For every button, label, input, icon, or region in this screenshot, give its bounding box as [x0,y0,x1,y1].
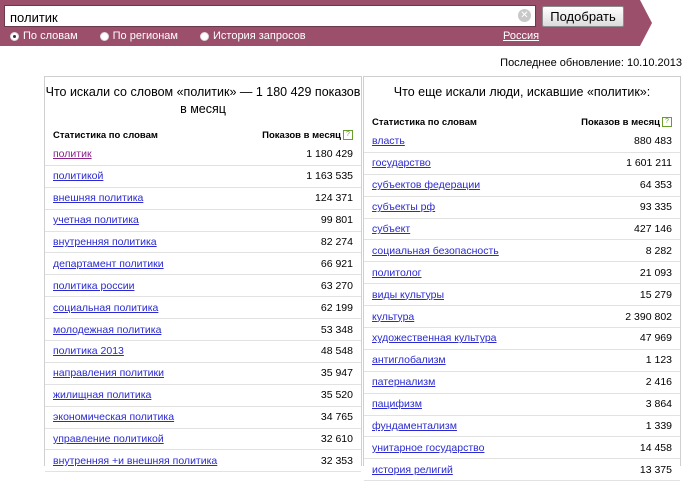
keyword-link[interactable]: экономическая политика [53,411,175,424]
radio-by-words[interactable] [10,30,78,42]
keyword-link[interactable]: виды культуры [372,288,444,301]
left-col-words: Статистика по словам [53,130,158,141]
keyword-link[interactable]: социальная политика [53,301,159,314]
impressions-count: 82 274 [320,236,353,248]
keyword-link[interactable]: жилищная политика [53,389,152,402]
impressions-count: 32 353 [320,454,353,467]
table-row [45,407,361,429]
impressions-count: 2 390 802 [625,310,672,323]
radio-icon [200,32,209,41]
left-col-impressions-wrap [262,130,353,144]
table-row [364,394,680,416]
help-icon[interactable]: ? [662,117,672,127]
left-table [45,144,361,472]
table-row [45,341,361,363]
table-row [364,416,680,438]
impressions-count: 48 548 [320,345,353,358]
last-updated: Последнее обновление: 10.10.2013 [500,57,682,69]
right-table-header [364,117,680,131]
table-row [364,131,680,153]
keyword-link[interactable]: внешняя политика [53,192,144,205]
table-row [45,385,361,407]
clear-icon[interactable]: ✕ [518,9,531,22]
search-box [4,5,536,27]
table-row [45,319,361,341]
keyword-link[interactable]: внутренняя +и внешняя политика [53,454,218,467]
left-panel-title: Что искали со словом «политик» — 1 180 429 показов в месяц [45,85,361,116]
keyword-link[interactable]: политика россии [53,279,135,292]
keyword-link[interactable]: политикой [53,170,104,183]
right-col-words: Статистика по словам [372,117,477,128]
table-row [45,297,361,319]
table-row [364,437,680,459]
impressions-count: 14 458 [639,441,672,454]
keyword-link[interactable]: унитарное государство [372,441,485,454]
keyword-link[interactable]: фундаментализм [372,420,457,433]
table-row [45,363,361,385]
keyword-link[interactable]: направления политики [53,367,164,380]
keyword-link[interactable]: политик [53,148,92,161]
impressions-count: 1 180 429 [306,148,353,161]
table-row [364,372,680,394]
keyword-link[interactable]: государство [372,157,431,170]
table-row [364,328,680,350]
help-icon[interactable]: ? [343,130,353,140]
radio-label: История запросов [213,30,306,42]
impressions-count: 3 864 [645,398,672,411]
impressions-count: 1 601 211 [626,157,672,170]
radio-label: По регионам [112,30,178,42]
keyword-link[interactable]: власть [372,135,405,148]
impressions-count: 1 339 [645,420,672,433]
radio-icon [10,32,19,41]
table-row [364,350,680,372]
keyword-link[interactable]: пацифизм [372,398,422,411]
impressions-count: 99 801 [320,214,353,227]
keyword-link[interactable]: социальная безопасность [372,244,499,257]
table-row [45,210,361,232]
right-col-impressions-wrap [581,117,672,131]
right-panel-title: Что еще искали люди, искавшие «политик»: [393,85,651,99]
keyword-link[interactable]: субъект [372,223,411,235]
table-row [364,197,680,219]
radio-by-regions[interactable] [100,30,178,42]
keyword-link[interactable]: антиглобализм [372,354,446,367]
impressions-count: 15 279 [639,288,672,301]
table-row [45,166,361,188]
keyword-link[interactable]: патернализм [372,376,436,389]
keyword-link[interactable]: департамент политики [53,257,164,270]
radio-history[interactable] [200,30,306,42]
impressions-count: 427 146 [634,223,672,235]
submit-button[interactable]: Подобрать [542,6,624,27]
keyword-link[interactable]: культура [372,310,415,323]
search-bar [0,0,640,46]
radio-icon [100,32,109,41]
left-col-impressions: Показов в месяц [262,130,341,141]
table-row [45,144,361,166]
table-row [45,275,361,297]
region-link[interactable]: Россия [503,30,540,42]
table-row [45,429,361,451]
impressions-count: 35 947 [320,367,353,380]
table-row [45,232,361,254]
impressions-count: 35 520 [320,389,353,402]
table-row [364,219,680,241]
impressions-count: 13 375 [639,463,672,476]
keyword-link[interactable]: внутренняя политика [53,236,157,248]
impressions-count: 32 610 [320,433,353,446]
impressions-count: 21 093 [639,266,672,279]
right-panel [363,76,681,476]
impressions-count: 63 270 [320,279,353,292]
search-input[interactable] [5,6,515,28]
impressions-count: 93 335 [639,201,672,214]
impressions-count: 1 163 535 [306,170,353,183]
table-row [45,450,361,472]
impressions-count: 53 348 [320,323,353,336]
impressions-count: 47 969 [639,332,672,345]
left-panel [44,76,362,466]
keyword-link[interactable]: учетная политика [53,214,139,227]
table-row [364,284,680,306]
left-table-header [45,130,361,144]
radio-label: По словам [23,30,78,42]
table-row [45,188,361,210]
keyword-link[interactable]: художественная культура [372,332,497,345]
table-row [364,262,680,284]
impressions-count: 64 353 [639,179,672,192]
impressions-count: 66 921 [320,257,353,270]
impressions-count: 880 483 [634,135,672,148]
impressions-count: 1 123 [645,354,672,367]
impressions-count: 8 282 [645,244,672,257]
impressions-count: 124 371 [315,192,353,205]
table-row [364,459,680,481]
keyword-link[interactable]: политолог [372,266,422,279]
mode-radio-group [10,30,328,42]
keyword-link[interactable]: субъекты рф [372,201,436,214]
table-row [45,253,361,275]
keyword-link[interactable]: политика 2013 [53,345,124,358]
impressions-count: 2 416 [645,376,672,389]
right-col-impressions: Показов в месяц [581,117,660,128]
impressions-count: 34 765 [320,411,353,424]
table-row [364,306,680,328]
right-table [364,131,680,481]
table-row [364,240,680,262]
keyword-link[interactable]: история религий [372,463,453,476]
keyword-link[interactable]: молодежная политика [53,323,162,336]
keyword-link[interactable]: субъектов федерации [372,179,481,192]
keyword-link[interactable]: управление политикой [53,433,164,446]
table-row [364,153,680,175]
table-row [364,175,680,197]
impressions-count: 62 199 [320,301,353,314]
